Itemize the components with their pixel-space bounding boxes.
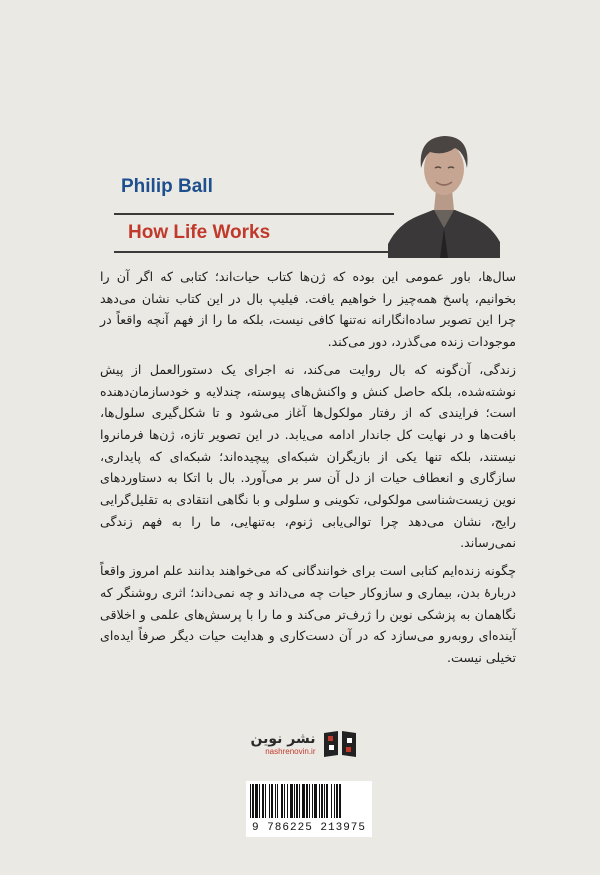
- barcode-bar: [252, 784, 254, 818]
- barcode-bar: [250, 784, 251, 818]
- book-title: How Life Works: [128, 222, 271, 243]
- barcode-bar: [269, 784, 270, 818]
- barcode-bar: [326, 784, 328, 818]
- publisher-url: nashrenovin.ir: [265, 746, 316, 756]
- barcode-bar: [321, 784, 323, 818]
- barcode-bar: [284, 784, 285, 818]
- barcode: [246, 781, 372, 837]
- barcode-bar: [336, 784, 338, 818]
- barcode-bar: [306, 784, 308, 818]
- barcode-bar: [287, 784, 288, 818]
- barcode-bar: [339, 784, 341, 818]
- publisher-text: [251, 731, 316, 756]
- barcode-bar: [262, 784, 264, 818]
- barcode-bar: [324, 784, 325, 818]
- back-cover-text: [100, 266, 516, 675]
- barcode-bar: [334, 784, 335, 818]
- publisher-logo: [232, 719, 378, 767]
- barcode-bar: [299, 784, 300, 818]
- publisher-name: نشر نوین: [250, 730, 316, 747]
- barcode-bar: [271, 784, 273, 818]
- publisher-book-icon: [321, 726, 359, 760]
- paragraph-3: چگونه زنده‌ایم کتابی است برای خوانندگانی که می‌خواهند بدانند علم امروز واقعاً دربارهٔ بدن، بیماری و سازوکار حیات چه می‌داند و چه نمی‌داند؛ اثری روشنگر که نگاهمان به پزشکی نوین را ژرف‌تر می‌کند و ما را با پرسش‌های علمی و اخلاقی آینده‌ای روبه‌رو می‌سازد که در آن دست‌کاری و هدایت حیات دیگر صرفاً ایده‌ای تخیلی نیست.: [100, 563, 516, 665]
- title-box: [114, 213, 394, 253]
- barcode-bar: [275, 784, 276, 818]
- barcode-bars: [246, 781, 372, 821]
- barcode-bar: [309, 784, 310, 818]
- barcode-bar: [331, 784, 332, 818]
- author-name: Philip Ball: [121, 176, 213, 197]
- isbn-number: 9 786225 213975: [251, 822, 367, 834]
- barcode-bar: [314, 784, 317, 818]
- barcode-bar: [255, 784, 258, 818]
- barcode-bar: [281, 784, 283, 818]
- author-photo: [388, 124, 500, 258]
- paragraph-1: سال‌ها، باور عمومی این بوده که ژن‌ها کتاب حیات‌اند؛ کتابی که اگر آن را بخوانیم، پاسخ همه‌چیز را خواهیم یافت. فیلیپ بال در این کتاب نشان می‌دهد چرا این تصویر ساده‌انگارانه نه‌تنها کافی نیست، بلکه ما را از فهم آنچه واقعاً در موجودات زنده می‌گذرد، دور می‌کند.: [100, 269, 516, 350]
- barcode-bar: [259, 784, 260, 818]
- barcode-bar: [312, 784, 313, 818]
- paragraph-2: زندگی، آن‌گونه که بال روایت می‌کند، نه اجرای یک دستورالعمل از پیش نوشته‌شده، بلکه حاصل کنش و واکنش‌های پیوسته، چندلایه و خودسازمان‌دهنده است؛ فرایندی که از رفتار مولکول‌ها آغاز می‌شود و تا شکل‌گیری سلول‌ها، بافت‌ها و در نهایت کل جاندار ادامه می‌یابد. در این تصویر تازه، ژن‌ها فرمانروا نیستند، بلکه تنها یکی از بازیگران شبکه‌ای پیچیده‌اند؛ شبکه‌ای که پایداری، سازگاری و انعطاف حیات از دل آن سر بر می‌آورد. بال با اتکا به دستاوردهای نوین زیست‌شناسی مولکولی، تکوینی و سلولی و با نگاهی انتقادی به تقلیل‌گرایی رایج، نشان می‌دهد چرا توالی‌یابی ژنوم، به‌تنهایی، ما را به فهم زندگی نمی‌رساند.: [100, 361, 516, 551]
- barcode-bar: [296, 784, 298, 818]
- barcode-bar: [277, 784, 278, 818]
- barcode-bar: [265, 784, 266, 818]
- barcode-bar: [319, 784, 320, 818]
- barcode-bar: [294, 784, 295, 818]
- barcode-bar: [290, 784, 293, 818]
- barcode-bar: [302, 784, 305, 818]
